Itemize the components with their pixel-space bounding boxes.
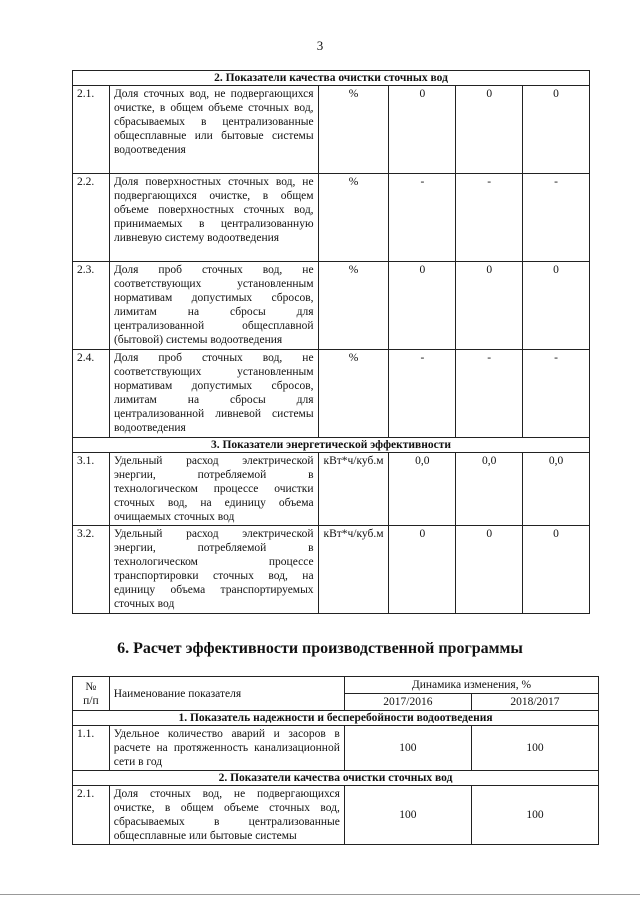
table-row <box>73 726 599 771</box>
value-cell: - <box>389 174 456 262</box>
table-row <box>73 262 590 350</box>
section-1-title: 1. Показатель надежности и бесперебойности водоотведения <box>73 711 599 726</box>
name-column-header: Наименование показателя <box>109 677 344 711</box>
efficiency-table <box>72 676 599 845</box>
value-cell: 0 <box>523 262 590 350</box>
indicator-name: Доля сточных вод, не подвергающихся очистке, в общем объеме сточных вод, сбрасываемых в централизованные общесплавные или бытовые системы <box>109 786 344 845</box>
number-column-header <box>73 677 110 711</box>
page-number: 3 <box>316 38 324 53</box>
value-cell: 0,0 <box>389 453 456 526</box>
row-number: 3.2. <box>73 526 110 614</box>
section-6-heading: 6. Расчет эффективности производственной программы <box>117 640 523 657</box>
row-number: 2.1. <box>73 786 110 845</box>
value-cell: 0 <box>389 526 456 614</box>
unit: % <box>318 262 389 350</box>
value-cell: 0,0 <box>456 453 523 526</box>
value-cell: 100 <box>471 726 598 771</box>
section-2-title: 2. Показатели качества очистки сточных вод <box>73 771 599 786</box>
value-cell: - <box>456 174 523 262</box>
indicator-name: Доля проб сточных вод, не соответствующих установленным нормативам допустимых сбросов, лимитам на сбросы для централизованной ливневой системы водоотведения <box>109 350 318 438</box>
table-row <box>73 786 599 845</box>
unit: % <box>318 174 389 262</box>
indicator-name: Удельный расход электрической энергии, потребляемой в технологическом процессе транспортировки сточных вод, на единицу объема транспортируемых сточных вод <box>109 526 318 614</box>
value-cell: 100 <box>344 786 471 845</box>
section-header-row <box>73 71 590 86</box>
unit: кВт*ч/куб.м <box>318 526 389 614</box>
indicator-name: Удельное количество аварий и засоров в расчете на протяженность канализационной сети в год <box>109 726 344 771</box>
number-header-line1: № <box>85 680 97 693</box>
number-header-line2: п/п <box>83 694 99 707</box>
value-cell: - <box>456 350 523 438</box>
indicator-name: Доля сточных вод, не подвергающихся очистке, в общем объеме сточных вод, сбрасываемых в централизованные общесплавные или бытовые системы водоотведения <box>109 86 318 174</box>
value-cell: - <box>389 350 456 438</box>
value-cell: 0 <box>523 86 590 174</box>
value-cell: 0 <box>523 526 590 614</box>
value-cell: 100 <box>344 726 471 771</box>
header-row <box>73 677 599 694</box>
table-row <box>73 86 590 174</box>
row-number: 1.1. <box>73 726 110 771</box>
section-3-title: 3. Показатели энергетической эффективности <box>73 438 590 453</box>
unit: кВт*ч/куб.м <box>318 453 389 526</box>
indicator-name: Доля проб сточных вод, не соответствующих установленным нормативам допустимых сбросов, лимитам на сбросы для централизованной общесплавной (бытовой) системы водоотведения <box>109 262 318 350</box>
unit: % <box>318 350 389 438</box>
table-row <box>73 453 590 526</box>
table-row <box>73 526 590 614</box>
section-2-title: 2. Показатели качества очистки сточных вод <box>73 71 590 86</box>
row-number: 2.3. <box>73 262 110 350</box>
value-cell: 0,0 <box>523 453 590 526</box>
value-cell: - <box>523 350 590 438</box>
table-row <box>73 174 590 262</box>
row-number: 2.2. <box>73 174 110 262</box>
value-cell: 100 <box>471 786 598 845</box>
value-cell: 0 <box>456 262 523 350</box>
section-header-row <box>73 711 599 726</box>
year-column-header: 2017/2016 <box>344 694 471 711</box>
value-cell: 0 <box>389 86 456 174</box>
year-column-header: 2018/2017 <box>471 694 598 711</box>
value-cell: - <box>523 174 590 262</box>
table-row <box>73 350 590 438</box>
section-header-row <box>73 771 599 786</box>
indicator-name: Доля поверхностных сточных вод, не подвергающихся очистке, в общем объеме поверхностных сточных вод, принимаемых в централизованную ливневую систему водоотведения <box>109 174 318 262</box>
unit: % <box>318 86 389 174</box>
row-number: 2.1. <box>73 86 110 174</box>
value-cell: 0 <box>389 262 456 350</box>
row-number: 2.4. <box>73 350 110 438</box>
indicators-table <box>72 70 590 614</box>
indicator-name: Удельный расход электрической энергии, потребляемой в технологическом процессе очистки сточных вод, на единицу объема очищаемых сточных вод <box>109 453 318 526</box>
page-bottom-edge <box>0 894 640 895</box>
value-cell: 0 <box>456 526 523 614</box>
dynamics-header: Динамика изменения, % <box>344 677 598 694</box>
section-header-row <box>73 438 590 453</box>
value-cell: 0 <box>456 86 523 174</box>
row-number: 3.1. <box>73 453 110 526</box>
